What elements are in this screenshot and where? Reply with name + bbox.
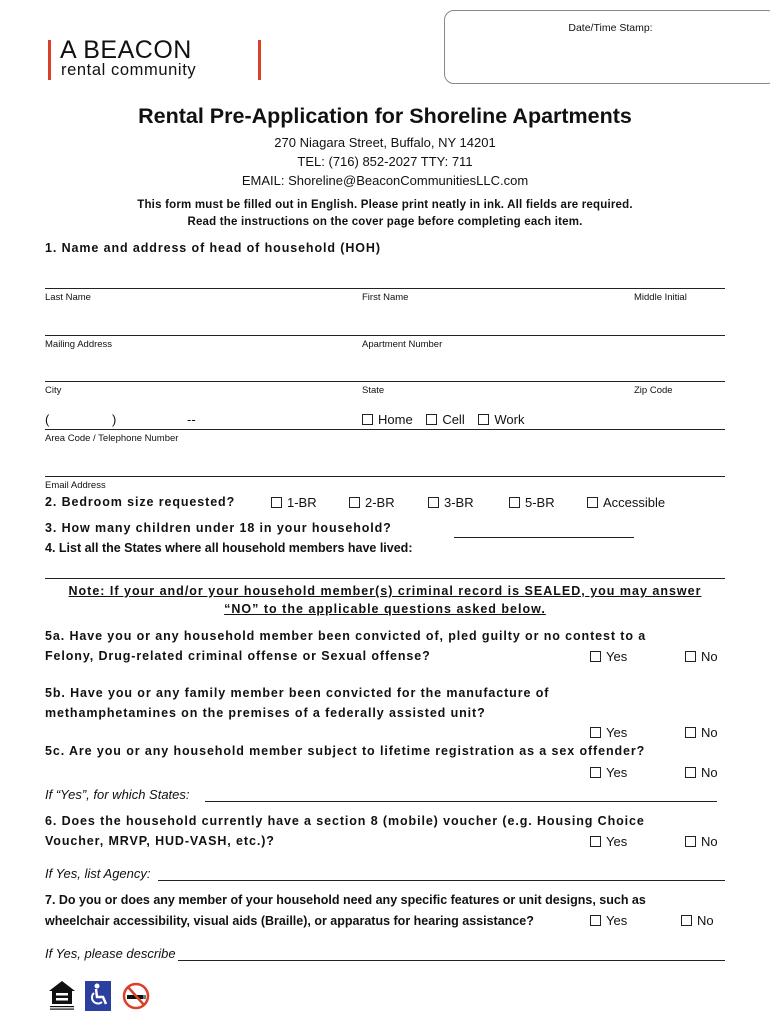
apartment-number-label: Apartment Number [362, 339, 443, 350]
q2-label: 2. Bedroom size requested? [45, 495, 236, 509]
children-count-line[interactable] [454, 537, 634, 538]
date-time-stamp-box[interactable] [444, 10, 770, 84]
property-phone: TEL: (716) 852-2027 TTY: 711 [297, 154, 473, 169]
q7-line2: wheelchair accessibility, visual aids (Braille), or apparatus for hearing assistance? [45, 914, 534, 928]
property-email: EMAIL: Shoreline@BeaconCommunitiesLLC.com [241, 173, 529, 188]
q5c-line1: 5c. Are you or any household member subject to lifetime registration as a sex offender? [45, 744, 646, 758]
page-title: Rental Pre-Application for Shoreline Apartments [138, 104, 632, 128]
q5a-yes[interactable]: Yes [590, 649, 627, 664]
area-code-open-paren: ( [45, 412, 50, 427]
work-checkbox[interactable] [478, 414, 489, 425]
date-time-stamp-label: Date/Time Stamp: [568, 22, 653, 34]
city-label: City [45, 385, 62, 396]
q5c-no-checkbox[interactable] [685, 767, 696, 778]
bedroom-1br[interactable]: 1-BR [271, 495, 317, 510]
section1-heading: 1. Name and address of head of household (HOH) [45, 241, 381, 255]
email-line[interactable] [45, 476, 725, 477]
sealed-note-line1: Note: If your and/or your household member(s) criminal record is SEALED, you may answer [68, 584, 702, 598]
instructions-line1: This form must be filled out in English. Please print neatly in ink. All fields are required. [137, 199, 633, 211]
q5b-yes-checkbox[interactable] [590, 727, 601, 738]
bedroom-5br[interactable]: 5-BR [509, 495, 555, 510]
home-checkbox[interactable] [362, 414, 373, 425]
q6-no-checkbox[interactable] [685, 836, 696, 847]
q5c-no[interactable]: No [685, 765, 718, 780]
states-answer-line[interactable] [205, 801, 717, 802]
q5a-line1: 5a. Have you or any household member been convicted of, pled guilty or no contest to a [45, 629, 647, 643]
bedroom-1br-checkbox[interactable] [271, 497, 282, 508]
phone-type-work[interactable]: Work [478, 412, 524, 427]
q6-line1: 6. Does the household currently have a section 8 (mobile) voucher (e.g. Housing Choice [45, 814, 645, 828]
bedroom-5br-checkbox[interactable] [509, 497, 520, 508]
describe-answer-line[interactable] [178, 960, 725, 961]
q7-no[interactable]: No [681, 913, 714, 928]
bedroom-2br-checkbox[interactable] [349, 497, 360, 508]
zip-code-label: Zip Code [634, 385, 673, 396]
city-line[interactable] [45, 381, 725, 382]
equal-housing-opportunity-icon [48, 980, 76, 1012]
cell-checkbox[interactable] [426, 414, 437, 425]
states-prompt: If “Yes”, for which States: [45, 787, 190, 802]
logo-right-bar [258, 40, 261, 80]
q5a-no-checkbox[interactable] [685, 651, 696, 662]
q6-yes[interactable]: Yes [590, 834, 627, 849]
logo-left-bar [48, 40, 51, 80]
phone-label: Area Code / Telephone Number [45, 433, 179, 444]
q5b-no-checkbox[interactable] [685, 727, 696, 738]
phone-type-cell[interactable]: Cell [426, 412, 464, 427]
last-name-label: Last Name [45, 292, 91, 303]
q5b-line2: methamphetamines on the premises of a federally assisted unit? [45, 706, 486, 720]
email-label: Email Address [45, 480, 106, 491]
q3-label: 3. How many children under 18 in your household? [45, 521, 392, 535]
first-name-label: First Name [362, 292, 409, 303]
q7-yes-checkbox[interactable] [590, 915, 601, 926]
agency-answer-line[interactable] [158, 880, 725, 881]
q5b-yes[interactable]: Yes [590, 725, 627, 740]
q5a-line2: Felony, Drug-related criminal offense or Sexual offense? [45, 649, 431, 663]
logo-line2: rental community [61, 61, 197, 79]
state-label: State [362, 385, 385, 396]
q7-yes[interactable]: Yes [590, 913, 627, 928]
q7-line1: 7. Do you or does any member of your household need any specific features or unit designs, such as [45, 893, 646, 907]
phone-line[interactable] [45, 429, 725, 430]
area-code-close-paren: ) [112, 412, 117, 427]
q5c-yes[interactable]: Yes [590, 765, 627, 780]
q5c-yes-checkbox[interactable] [590, 767, 601, 778]
q6-line2: Voucher, MRVP, HUD-VASH, etc.)? [45, 834, 275, 848]
bedroom-3br[interactable]: 3-BR [428, 495, 474, 510]
bedroom-3br-checkbox[interactable] [428, 497, 439, 508]
middle-initial-label: Middle Initial [634, 292, 687, 303]
q5b-line1: 5b. Have you or any family member been convicted for the manufacture of [45, 686, 550, 700]
bedroom-accessible-checkbox[interactable] [587, 497, 598, 508]
bedroom-2br[interactable]: 2-BR [349, 495, 395, 510]
q5a-no[interactable]: No [685, 649, 718, 664]
footer-icons [48, 980, 155, 1017]
describe-prompt: If Yes, please describe [45, 946, 176, 961]
mailing-address-label: Mailing Address [45, 339, 113, 350]
no-smoking-icon [121, 980, 151, 1012]
instructions-line2: Read the instructions on the cover page before completing each item. [187, 216, 583, 228]
q6-no[interactable]: No [685, 834, 718, 849]
bedroom-accessible[interactable]: Accessible [587, 495, 665, 510]
phone-dash: -- [187, 412, 196, 427]
logo-line1: A BEACON [60, 36, 192, 64]
q4-label: 4. List all the States where all household members have lived: [45, 541, 413, 555]
q5b-no[interactable]: No [685, 725, 718, 740]
agency-prompt: If Yes, list Agency: [45, 866, 151, 881]
phone-type-group [362, 412, 524, 427]
accessibility-icon [84, 980, 112, 1012]
q6-yes-checkbox[interactable] [590, 836, 601, 847]
q5a-yes-checkbox[interactable] [590, 651, 601, 662]
name-line[interactable] [45, 288, 725, 289]
q7-no-checkbox[interactable] [681, 915, 692, 926]
phone-type-home[interactable]: Home [362, 412, 413, 427]
mailing-address-line[interactable] [45, 335, 725, 336]
property-address: 270 Niagara Street, Buffalo, NY 14201 [274, 135, 496, 150]
states-lived-line[interactable] [45, 578, 725, 579]
sealed-note-line2: “NO” to the applicable questions asked below. [224, 602, 546, 616]
